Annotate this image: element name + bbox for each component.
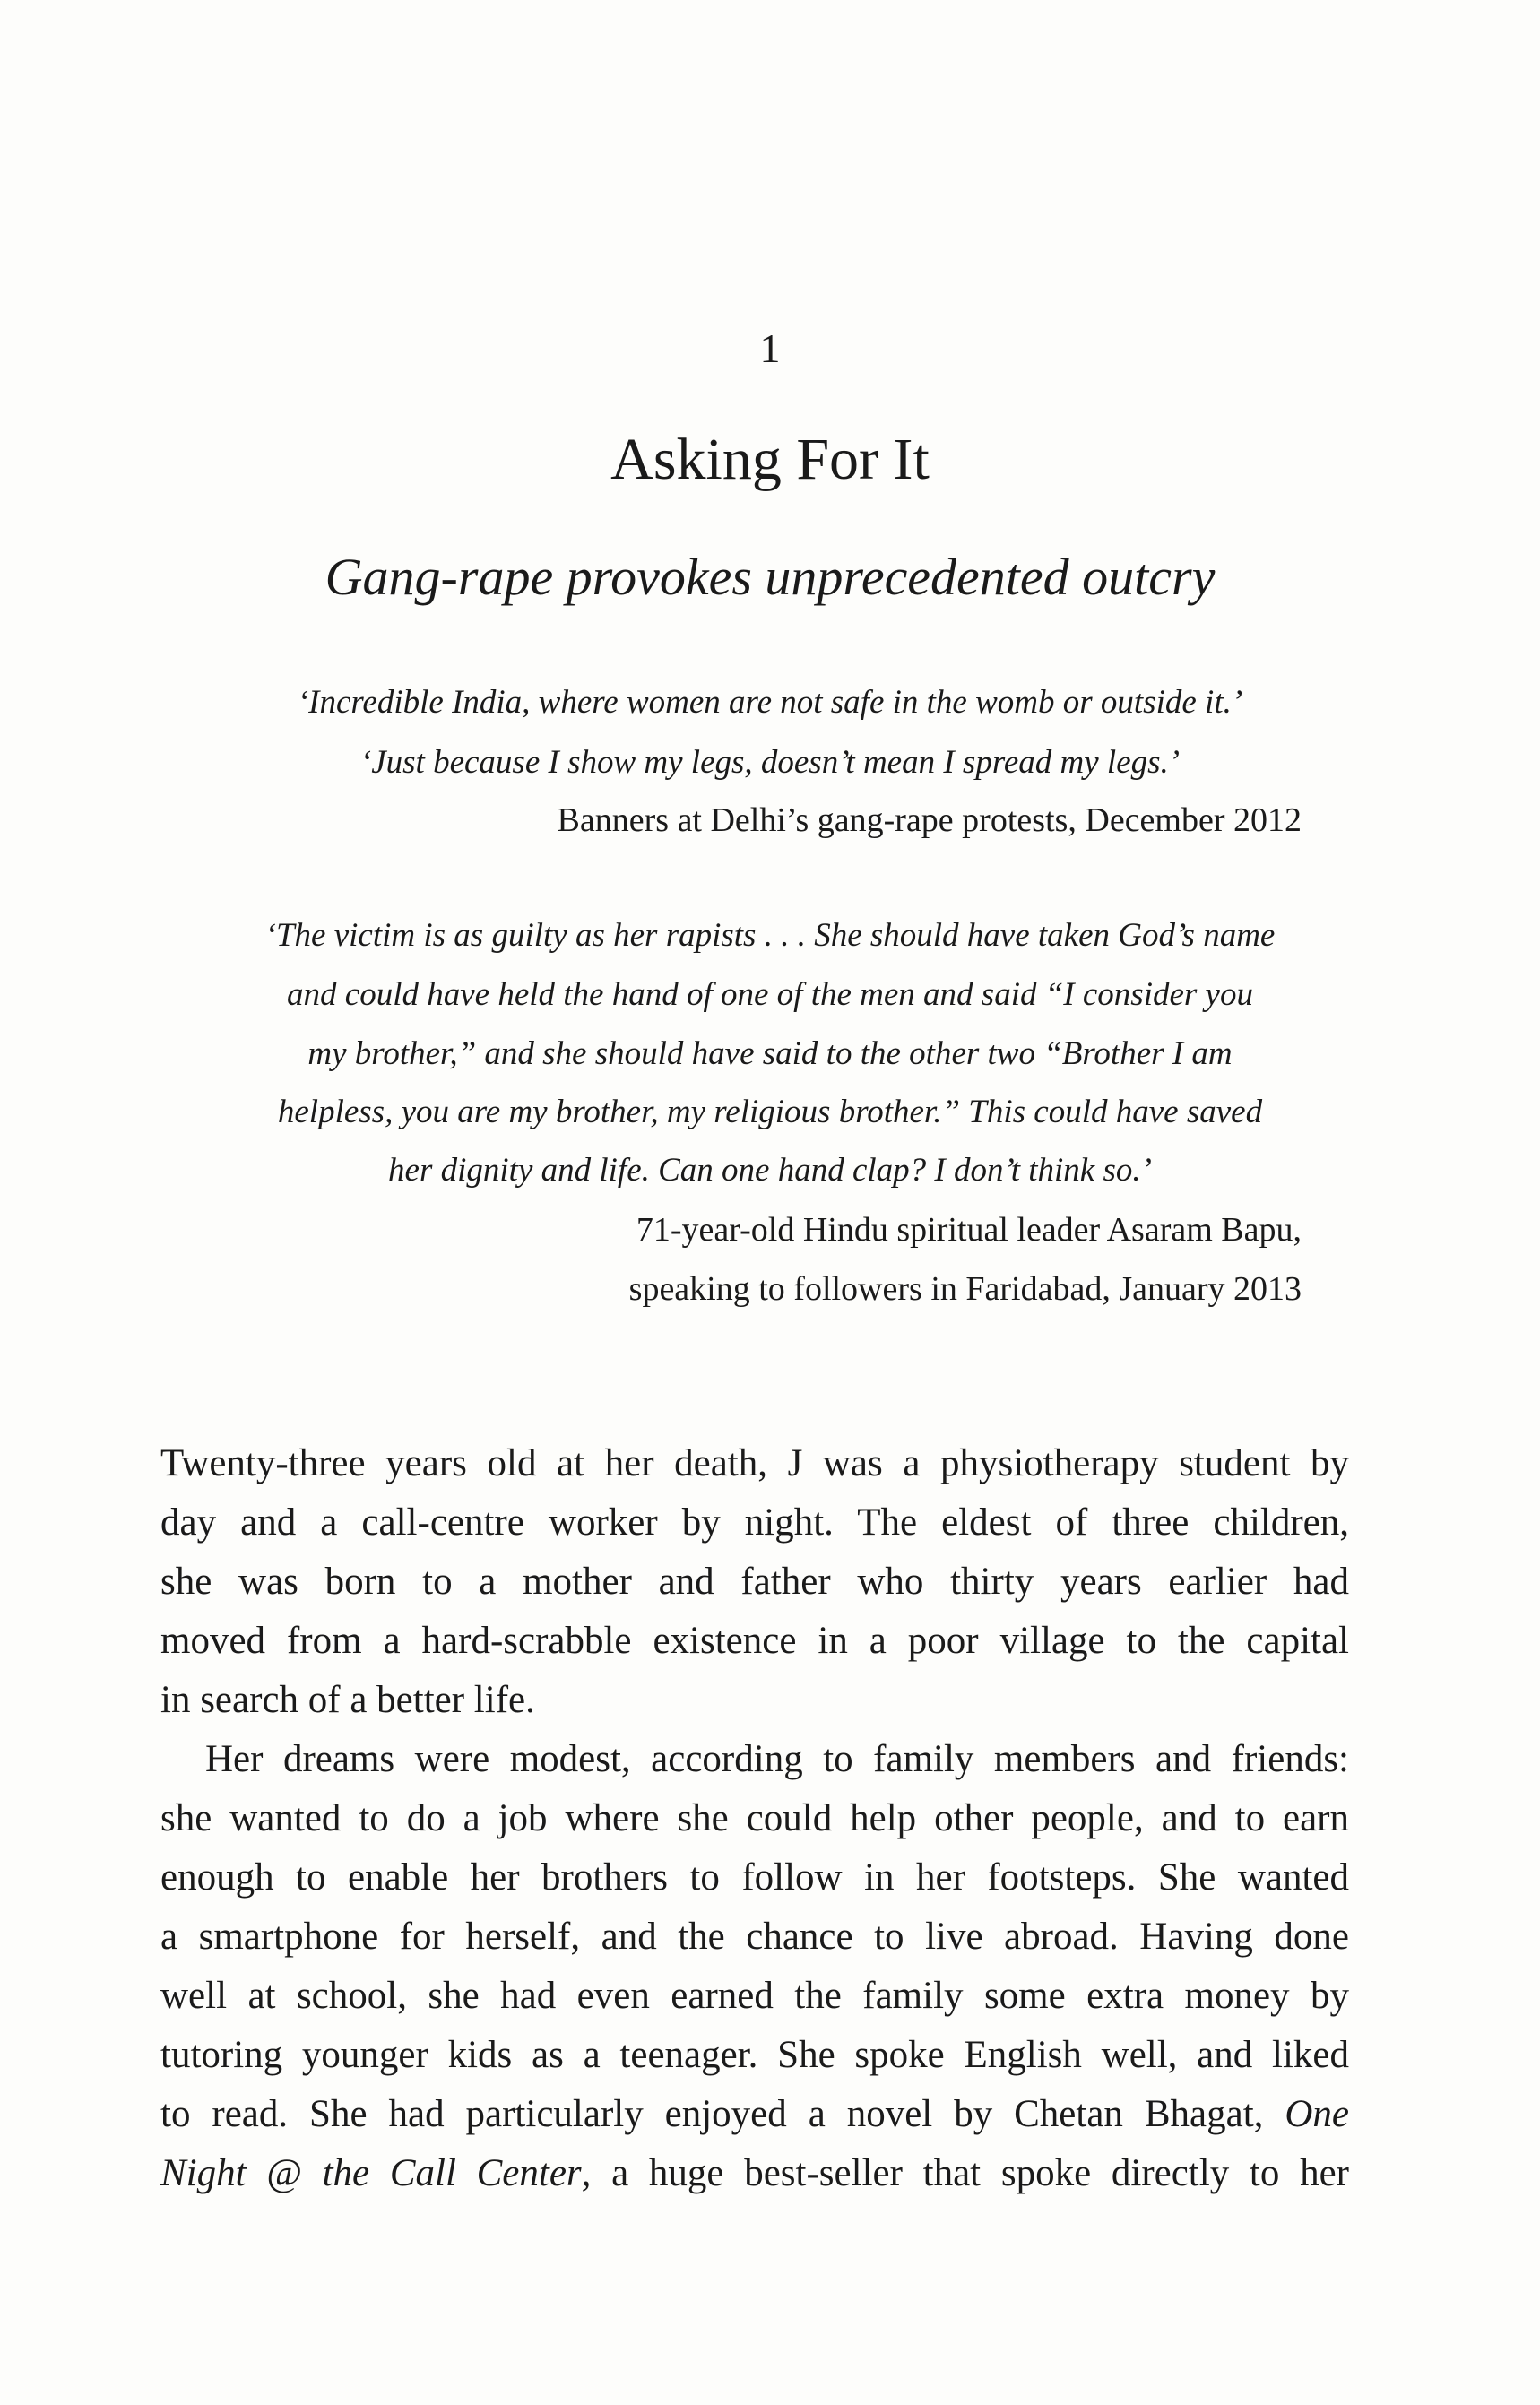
body-text: , a huge best-seller that spoke directly to her: [581, 2152, 1349, 2194]
epigraph-quote-line: ‘Just because I show my legs, doesn’t mean I spread my legs.’: [359, 744, 1181, 781]
body-line: well at school, she had even earned the family some extra money by: [160, 1975, 1349, 2017]
body-line: she wanted to do a job where she could help other people, and to earn: [160, 1797, 1349, 1839]
epigraph-quote-line: ‘Incredible India, where women are not safe in the womb or outside it.’: [297, 684, 1243, 721]
body-line: [160, 2092, 1349, 2136]
body-line: she was born to a mother and father who thirty years earlier had: [160, 1561, 1349, 1603]
book-title-italic: One: [1285, 2093, 1349, 2135]
body-line: tutoring younger kids as a teenager. She spoke English well, and liked: [160, 2034, 1349, 2076]
body-line: [160, 2151, 1349, 2195]
epigraph-quote-line: my brother,” and she should have said to the other two “Brother I am: [307, 1035, 1233, 1072]
body-line: day and a call-centre worker by night. The eldest of three children,: [160, 1501, 1349, 1544]
body-line: Twenty-three years old at her death, J was a physiotherapy student by: [160, 1442, 1349, 1484]
body-line: enough to enable her brothers to follow in her footsteps. She wanted: [160, 1856, 1349, 1899]
epigraph-attribution: 71-year-old Hindu spiritual leader Asaram Bapu,: [636, 1211, 1302, 1249]
epigraph-quote-line: her dignity and life. Can one hand clap? I don’t think so.’: [388, 1152, 1152, 1189]
body-line: Her dreams were modest, according to family members and friends:: [205, 1738, 1349, 1780]
epigraph-attribution: Banners at Delhi’s gang-rape protests, December 2012: [557, 801, 1302, 839]
chapter-title: Asking For It: [610, 427, 930, 492]
body-line: in search of a better life.: [160, 1679, 535, 1721]
epigraph-quote-line: helpless, you are my brother, my religious brother.” This could have saved: [277, 1094, 1263, 1130]
body-line: a smartphone for herself, and the chance to live abroad. Having done: [160, 1916, 1349, 1958]
body-text: to read. She had particularly enjoyed a novel by Chetan Bhagat,: [160, 2093, 1264, 2135]
epigraph-quote-line: and could have held the hand of one of the men and said “I consider you: [287, 976, 1253, 1013]
chapter-subtitle: Gang-rape provokes unprecedented outcry: [324, 548, 1216, 606]
epigraph-attribution: speaking to followers in Faridabad, January 2013: [628, 1270, 1302, 1308]
body-line: moved from a hard-scrabble existence in a poor village to the capital: [160, 1620, 1349, 1662]
book-title-italic: Night @ the Call Center: [160, 2152, 582, 2194]
chapter-number: 1: [759, 325, 781, 371]
epigraph-quote-line: ‘The victim is as guilty as her rapists . . . She should have taken God’s name: [264, 917, 1276, 954]
